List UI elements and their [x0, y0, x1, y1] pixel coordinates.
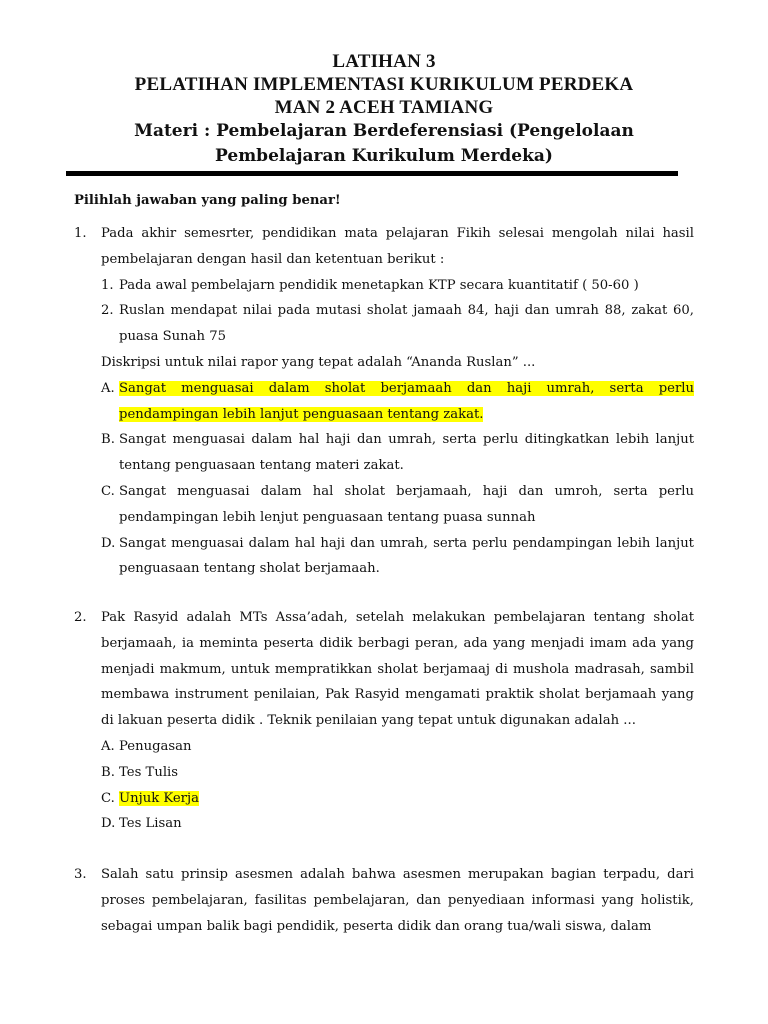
option-b[interactable]: [101, 760, 694, 786]
option-b[interactable]: [101, 427, 694, 479]
list-text: Pada awal pembelajarn pendidik menetapkan KTP secara kuantitatif ( 50-60 ): [119, 277, 639, 293]
instruction: Pilihlah jawaban yang paling benar!: [74, 193, 341, 208]
question-number: 2.: [74, 610, 87, 625]
question-stem: Pak Rasyid adalah MTs Assa’adah, setelah melakukan pembelajaran tentang sholat berjamaah, ia meminta peserta didik berbagi peran, ada yang menjadi imam ada yang menjadi makmum, untuk mempratikkan sholat berjamaaj di mushola madrasah, sambil membawa instrument penilaian, Pak Rasyid mengamati praktik sholat berjamaah yang di lakuan peserta didik . Teknik penilaian yang tepat untuk digunakan adalah ...: [101, 610, 694, 729]
header-school: MAN 2 ACEH TAMIANG: [274, 97, 494, 118]
question-stem: Pada akhir semesrter, pendidikan mata pelajaran Fikih selesai mengolah nilai hasil pembelajaran dengan hasil dan ketentuan berikut :: [101, 226, 694, 267]
list-item: [101, 298, 694, 350]
question-number: 1.: [74, 226, 87, 241]
option-marker: B.: [101, 432, 115, 448]
question-number: 3.: [74, 867, 87, 882]
option-text: Tes Lisan: [119, 816, 182, 832]
question-3: [74, 862, 694, 939]
list-item: [101, 273, 694, 299]
header-materi-line2: Pembelajaran Kurikulum Merdeka): [215, 146, 553, 166]
option-text: Tes Tulis: [119, 764, 179, 780]
option-marker: C.: [101, 483, 115, 499]
list-marker: 1.: [101, 277, 114, 293]
option-marker: A.: [101, 738, 115, 754]
option-marker: C.: [101, 790, 115, 806]
question-1: [74, 221, 694, 582]
option-text: Sangat menguasai dalam hal sholat berjamaah, haji dan umroh, serta perlu pendampingan lebih lenjut penguasaan tentang puasa sunnah: [119, 483, 694, 525]
option-text: Sangat menguasai dalam hal haji dan umrah, serta perlu ditingkatkan lebih lanjut tentang penguasaan tentang materi zakat.: [119, 432, 694, 474]
option-text: Sangat menguasai dalam hal haji dan umrah, serta perlu pendampingan lebih lanjut penguasaan tentang sholat berjamaah.: [119, 535, 694, 577]
option-c[interactable]: [101, 786, 694, 812]
header-materi-line1: Materi : Pembelajaran Berdeferensiasi (Pengelolaan: [134, 121, 634, 141]
option-text-highlighted: Unjuk Kerja: [119, 790, 199, 806]
option-d[interactable]: [101, 531, 694, 583]
option-marker: B.: [101, 764, 115, 780]
option-a[interactable]: [101, 376, 694, 428]
question-2: [74, 605, 694, 837]
list-marker: 2.: [101, 303, 114, 319]
option-text: Penugasan: [119, 738, 192, 754]
option-text-highlighted: Sangat menguasai dalam sholat berjamaah dan haji umrah, serta perlu pendampingan lebih lanjut penguasaan tentang zakat.: [119, 380, 694, 422]
option-marker: D.: [101, 816, 116, 832]
header-subtitle: PELATIHAN IMPLEMENTASI KURIKULUM PERDEKA: [134, 74, 634, 95]
header-title: LATIHAN 3: [332, 51, 436, 72]
list-text: Ruslan mendapat nilai pada mutasi sholat jamaah 84, haji dan umrah 88, zakat 60, puasa Sunah 75: [119, 303, 694, 345]
option-c[interactable]: [101, 479, 694, 531]
question-prompt: Diskripsi untuk nilai rapor yang tepat adalah “Ananda Ruslan” ...: [101, 354, 536, 370]
option-marker: D.: [101, 535, 116, 551]
option-marker: A.: [101, 380, 115, 396]
header-divider: [66, 171, 678, 176]
option-a[interactable]: [101, 734, 694, 760]
document-header: [60, 50, 708, 169]
question-stem: Salah satu prinsip asesmen adalah bahwa asesmen merupakan bagian terpadu, dari proses pembelajaran, fasilitas pembelajaran, dan penyediaan informasi yang holistik, sebagai umpan balik bagi pendidik, peserta didik dan orang tua/wali siswa, dalam: [101, 867, 694, 934]
option-d[interactable]: [101, 811, 694, 837]
